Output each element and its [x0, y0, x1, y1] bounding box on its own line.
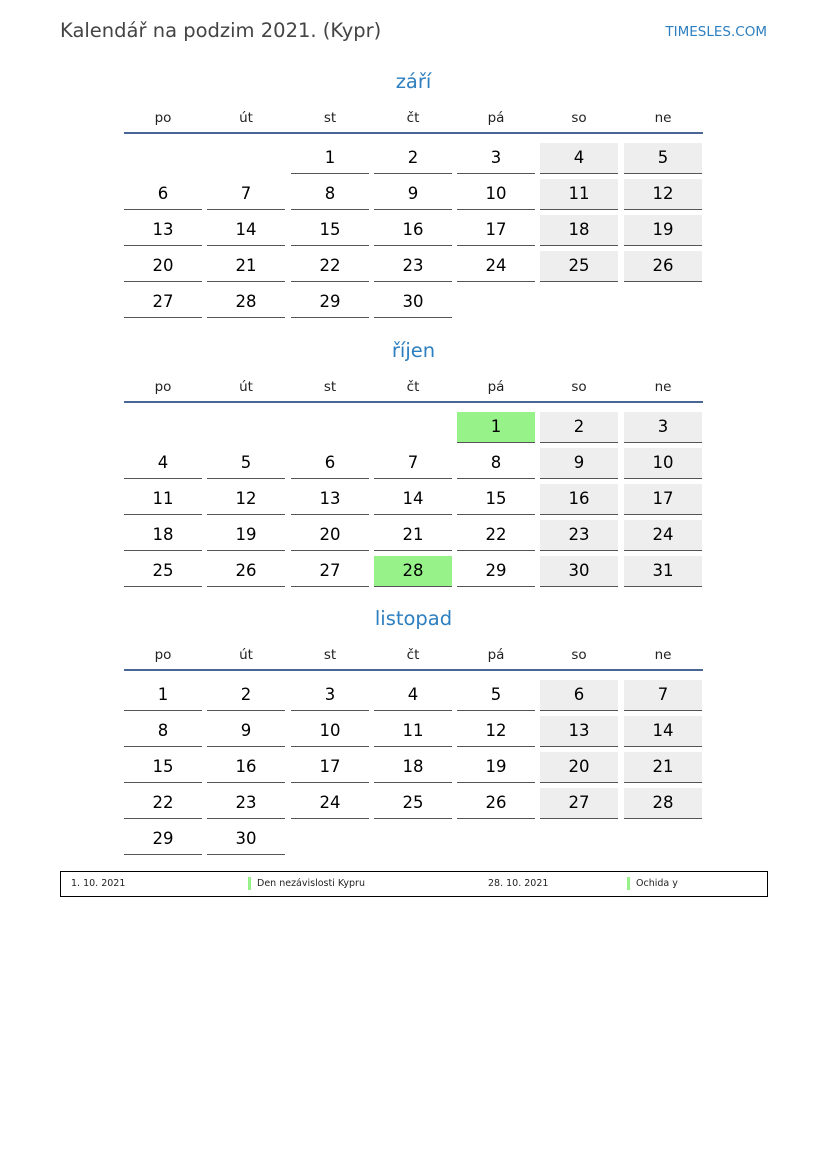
weekday-label: ne: [654, 647, 672, 663]
day-cell: 15: [457, 484, 535, 515]
day-cell: 22: [291, 251, 369, 282]
day-cell: 30: [374, 287, 452, 318]
weekday-label: pá: [487, 379, 505, 395]
day-cell: 23: [207, 788, 285, 819]
weekday-header: [124, 379, 703, 397]
header-divider: [124, 669, 703, 671]
day-cell: 27: [291, 556, 369, 587]
day-cell: 27: [540, 788, 618, 819]
day-cell: 22: [124, 788, 202, 819]
day-cell: 21: [207, 251, 285, 282]
day-cell: 16: [540, 484, 618, 515]
page-title: Kalendář na podzim 2021. (Kypr): [60, 19, 382, 42]
day-cell: 24: [291, 788, 369, 819]
day-cell: 2: [540, 412, 618, 443]
day-cell: 20: [124, 251, 202, 282]
day-cell: 23: [374, 251, 452, 282]
day-cell: 8: [291, 179, 369, 210]
day-cell: 26: [207, 556, 285, 587]
weekday-label: po: [154, 379, 172, 395]
day-cell: 14: [207, 215, 285, 246]
day-cell: 16: [207, 752, 285, 783]
day-cell: 5: [624, 143, 702, 174]
weekday-label: út: [239, 379, 253, 395]
weekday-label: čt: [406, 647, 420, 663]
day-cell: 24: [457, 251, 535, 282]
day-cell: 3: [624, 412, 702, 443]
weekday-label: ne: [654, 110, 672, 126]
weekday-label: st: [323, 647, 337, 663]
day-cell: 23: [540, 520, 618, 551]
weekday-label: so: [571, 647, 587, 663]
month-title: listopad: [374, 607, 453, 630]
day-cell: 25: [540, 251, 618, 282]
day-cell: 14: [374, 484, 452, 515]
weekday-label: ne: [654, 379, 672, 395]
day-cell: 28: [624, 788, 702, 819]
weekday-label: pá: [487, 647, 505, 663]
day-cell: 12: [457, 716, 535, 747]
day-cell: 17: [624, 484, 702, 515]
day-cell: 12: [207, 484, 285, 515]
day-cell: 18: [124, 520, 202, 551]
day-cell: 12: [624, 179, 702, 210]
day-cell: 2: [374, 143, 452, 174]
weekday-label: út: [239, 110, 253, 126]
weekday-label: čt: [406, 379, 420, 395]
day-cell: 24: [624, 520, 702, 551]
day-cell: 6: [124, 179, 202, 210]
day-cell: 20: [540, 752, 618, 783]
day-cell: 9: [540, 448, 618, 479]
weekday-label: so: [571, 110, 587, 126]
weekday-label: čt: [406, 110, 420, 126]
day-cell: 19: [207, 520, 285, 551]
day-cell: 25: [374, 788, 452, 819]
weekday-header: [124, 647, 703, 665]
holiday-legend: [60, 871, 768, 897]
day-cell: 15: [291, 215, 369, 246]
day-cell: 5: [457, 680, 535, 711]
day-cell: 6: [540, 680, 618, 711]
day-cell: 19: [457, 752, 535, 783]
day-cell: 1: [291, 143, 369, 174]
day-cell: 22: [457, 520, 535, 551]
holiday-color-marker: [627, 877, 630, 890]
day-cell: 17: [457, 215, 535, 246]
weekday-label: po: [154, 647, 172, 663]
day-cell: 20: [291, 520, 369, 551]
day-cell: 11: [374, 716, 452, 747]
day-cell: 28: [374, 556, 452, 587]
day-cell: 17: [291, 752, 369, 783]
weekday-label: pá: [487, 110, 505, 126]
weekday-label: po: [154, 110, 172, 126]
day-cell: 8: [124, 716, 202, 747]
legend-date: 28. 10. 2021: [488, 878, 549, 889]
legend-holiday-name: Den nezávislosti Kypru: [257, 878, 365, 889]
header-divider: [124, 132, 703, 134]
day-cell: 29: [457, 556, 535, 587]
day-cell: 9: [374, 179, 452, 210]
day-cell: 6: [291, 448, 369, 479]
day-cell: 8: [457, 448, 535, 479]
day-cell: 29: [291, 287, 369, 318]
day-cell: 18: [374, 752, 452, 783]
day-cell: 13: [291, 484, 369, 515]
weekday-label: st: [323, 379, 337, 395]
day-cell: 7: [374, 448, 452, 479]
day-cell: 26: [457, 788, 535, 819]
brand-link[interactable]: TIMESLES.COM: [665, 24, 767, 40]
legend-date: 1. 10. 2021: [71, 878, 126, 889]
day-cell: 13: [540, 716, 618, 747]
day-cell: 9: [207, 716, 285, 747]
weekday-label: so: [571, 379, 587, 395]
day-cell: 25: [124, 556, 202, 587]
day-cell: 29: [124, 824, 202, 855]
holiday-color-marker: [248, 877, 251, 890]
day-cell: 30: [540, 556, 618, 587]
day-cell: 4: [540, 143, 618, 174]
day-cell: 4: [124, 448, 202, 479]
day-cell: 31: [624, 556, 702, 587]
day-cell: 16: [374, 215, 452, 246]
day-cell: 19: [624, 215, 702, 246]
day-cell: 11: [540, 179, 618, 210]
day-cell: 21: [624, 752, 702, 783]
day-cell: 4: [374, 680, 452, 711]
day-cell: 10: [457, 179, 535, 210]
day-cell: 2: [207, 680, 285, 711]
day-cell: 1: [124, 680, 202, 711]
day-cell: 28: [207, 287, 285, 318]
day-cell: 15: [124, 752, 202, 783]
day-cell: 3: [457, 143, 535, 174]
weekday-label: út: [239, 647, 253, 663]
day-cell: 7: [624, 680, 702, 711]
day-cell: 18: [540, 215, 618, 246]
day-cell: 3: [291, 680, 369, 711]
day-cell: 26: [624, 251, 702, 282]
day-cell: 11: [124, 484, 202, 515]
legend-holiday-name: Ochida y: [636, 878, 678, 889]
day-cell: 30: [207, 824, 285, 855]
day-cell: 13: [124, 215, 202, 246]
day-cell: 1: [457, 412, 535, 443]
day-cell: 27: [124, 287, 202, 318]
header-divider: [124, 401, 703, 403]
day-cell: 10: [291, 716, 369, 747]
day-cell: 21: [374, 520, 452, 551]
weekday-header: [124, 110, 703, 128]
month-title: říjen: [391, 339, 436, 362]
weekday-label: st: [323, 110, 337, 126]
day-cell: 5: [207, 448, 285, 479]
day-cell: 14: [624, 716, 702, 747]
month-title: září: [395, 70, 432, 93]
day-cell: 10: [624, 448, 702, 479]
day-cell: 7: [207, 179, 285, 210]
